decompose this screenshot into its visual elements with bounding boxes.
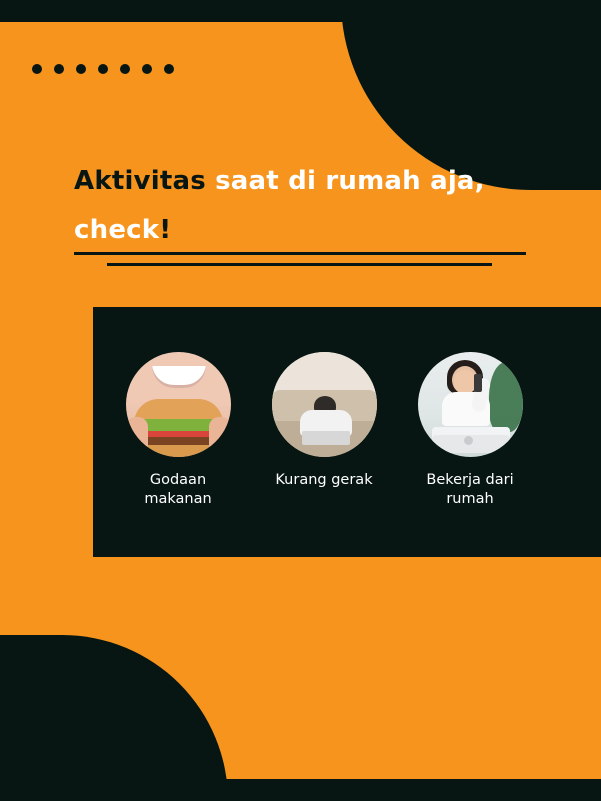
list-item — [415, 352, 525, 509]
bottom-orange-mask — [228, 761, 601, 779]
photo-man-lying-on-sofa-with-laptop — [272, 352, 377, 457]
bottom-left-dark-shape — [0, 635, 228, 801]
dot-icon — [32, 64, 42, 74]
dot-icon — [502, 740, 512, 750]
face-shape — [454, 370, 476, 394]
decorative-dots-bottom — [436, 740, 578, 750]
laptop-shape — [432, 427, 510, 453]
page-title — [74, 157, 494, 253]
divider-line-lower — [107, 263, 492, 266]
teeth-shape — [152, 366, 206, 388]
dot-icon — [98, 64, 108, 74]
hand-right — [209, 417, 231, 457]
decorative-dots-top — [32, 64, 174, 74]
phone-icon — [474, 374, 482, 392]
tile-row — [93, 307, 601, 509]
dot-icon — [120, 64, 130, 74]
photo-woman-eating-burger — [126, 352, 231, 457]
photo-woman-on-phone-with-laptop — [418, 352, 523, 457]
dot-icon — [54, 64, 64, 74]
hand-left — [126, 417, 148, 457]
dot-icon — [76, 64, 86, 74]
list-item-label: Bekerja dari rumah — [426, 472, 514, 508]
burger-bun-bottom — [136, 445, 221, 457]
headline-line2: check — [74, 214, 160, 245]
plant-shape — [489, 362, 523, 432]
headline-strong: Aktivitas — [74, 166, 206, 197]
list-item — [123, 352, 233, 509]
laptop-shape — [302, 431, 350, 445]
dot-icon — [568, 740, 578, 750]
divider-line-upper — [74, 252, 526, 255]
dot-icon — [142, 64, 152, 74]
list-item — [269, 352, 379, 509]
dark-content-card — [93, 307, 601, 557]
dot-icon — [458, 740, 468, 750]
list-item-label: Kurang gerak — [275, 472, 373, 488]
dot-icon — [546, 740, 556, 750]
headline-rest: saat di rumah aja, — [205, 166, 485, 197]
headline-exclamation: ! — [159, 214, 172, 245]
dot-icon — [436, 740, 446, 750]
dot-icon — [480, 740, 490, 750]
list-item-label: Godaan makanan — [144, 472, 212, 508]
dot-icon — [164, 64, 174, 74]
top-orange-mask — [0, 22, 380, 42]
dot-icon — [524, 740, 534, 750]
